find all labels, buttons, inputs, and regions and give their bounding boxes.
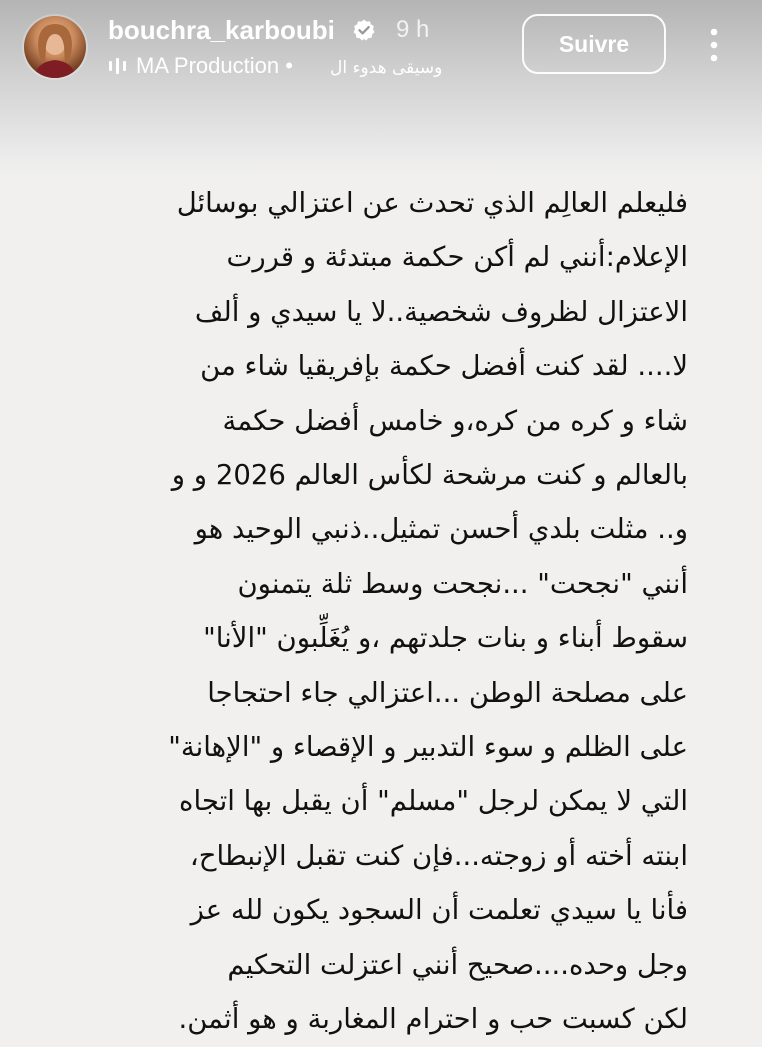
music-artist-name: MA Production xyxy=(136,53,280,78)
story-text xyxy=(60,176,688,1047)
text-line: سقوط أبناء و بنات جلدتهم ،و يُغَلِّبون "الأنا" xyxy=(203,622,688,655)
text-line: الإعلام:أنني لم أكن حكمة مبتدئة و قررت xyxy=(226,241,688,274)
music-track[interactable]: وسيقى هدوء ال xyxy=(330,58,443,78)
text-line: فليعلم العالِم الذي تحدث عن اعتزالي بوسائل xyxy=(176,187,688,219)
music-artist[interactable] xyxy=(136,52,293,80)
music-bars-icon xyxy=(108,58,128,74)
text-line: لا.... لقد كنت أفضل حكمة بإفريقيا شاء من xyxy=(200,350,688,383)
text-line: أنني "نجحت" ...نجحت وسط ثلة يتمنون xyxy=(237,567,688,600)
verified-badge-icon xyxy=(352,18,376,42)
follow-button[interactable]: Suivre xyxy=(522,14,666,74)
post-time: 9 h xyxy=(396,16,430,43)
text-line: فأنا يا سيدي تعلمت أن السجود يكون لله عز xyxy=(190,894,688,927)
text-line: التي لا يمكن لرجل "مسلم" أن يقبل بها اتجاه xyxy=(179,785,688,818)
avatar[interactable] xyxy=(24,16,86,78)
text-line: الاعتزال لظروف شخصية..لا يا سيدي و ألف xyxy=(194,295,688,328)
text-line: لكن كسبت حب و احترام المغاربة و هو أثمن. xyxy=(178,1003,688,1036)
music-separator: • xyxy=(279,53,293,78)
username[interactable]: bouchra_karboubi xyxy=(108,15,335,45)
vertical-dots-icon[interactable] xyxy=(704,26,724,66)
text-line: على مصلحة الوطن ...اعتزالي جاء احتجاجا xyxy=(207,676,688,709)
text-line: و.. مثلت بلدي أحسن تمثيل..ذنبي الوحيد هو xyxy=(194,513,688,546)
text-line: على الظلم و سوء التدبير و الإقصاء و "الإهانة" xyxy=(168,731,688,764)
story-header xyxy=(0,0,762,100)
text-line: ابنته أخته أو زوجته...فإن كنت تقبل الإنبطاح، xyxy=(189,839,688,872)
text-line: بالعالم و كنت مرشحة لكأس العالم 2026 و و xyxy=(171,459,688,492)
text-line: وجل وحده....صحيح أنني اعتزلت التحكيم xyxy=(227,948,688,981)
profile-photo-icon xyxy=(24,16,86,78)
text-line: شاء و كره من كره،و خامس أفضل حكمة xyxy=(222,404,688,437)
